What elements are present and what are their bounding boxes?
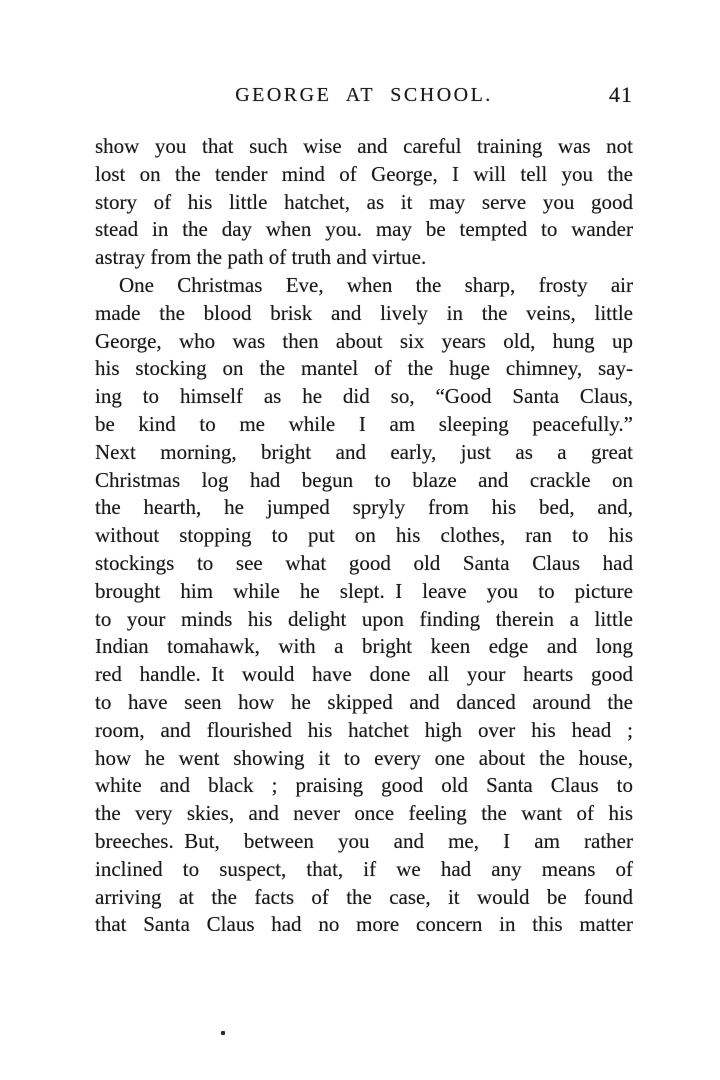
text-line: white and black ; praising good old Santa Claus to xyxy=(95,773,633,798)
text-line: Christmas log had begun to blaze and crackle on xyxy=(95,467,633,492)
text-line: that Santa Claus had no more concern in this matter xyxy=(95,912,633,937)
page-number: 41 xyxy=(609,82,633,107)
text-line: how he went showing it to every one about the house, xyxy=(95,745,633,770)
scan-speck xyxy=(221,1031,225,1035)
text-line: inclined to suspect, that, if we had any means of xyxy=(95,856,633,881)
text-line: made the blood brisk and lively in the veins, little xyxy=(95,300,633,325)
text-line: One Christmas Eve, when the sharp, frosty air xyxy=(119,272,633,297)
text-line: breeches. But, between you and me, I am rather xyxy=(95,828,633,853)
text-line: brought him while he slept. I leave you to picture xyxy=(95,578,633,603)
paragraph xyxy=(95,133,633,272)
text-line: room, and flourished his hatchet high over his head ; xyxy=(95,717,633,742)
text-line: be kind to me while I am sleeping peacefully.” xyxy=(95,411,633,436)
text-line: stead in the day when you. may be tempted to wander xyxy=(95,217,633,242)
text-line: red handle. It would have done all your hearts good xyxy=(95,662,633,687)
text-line: his stocking on the mantel of the huge chimney, say- xyxy=(95,356,633,381)
running-header xyxy=(95,84,633,110)
text-body xyxy=(95,133,633,939)
text-line: show you that such wise and careful training was not xyxy=(95,134,633,158)
text-line: arriving at the facts of the case, it would be found xyxy=(95,884,633,909)
text-line: astray from the path of truth and virtue. xyxy=(95,245,427,270)
text-line: Next morning, bright and early, just as a great xyxy=(95,439,633,464)
text-line: the hearth, he jumped spryly from his bed, and, xyxy=(95,495,633,520)
page-title: GEORGE AT SCHOOL. xyxy=(235,84,493,106)
text-line: to your minds his delight upon finding therein a little xyxy=(95,606,633,631)
text-line: stockings to see what good old Santa Claus had xyxy=(95,550,633,575)
text-line: ing to himself as he did so, “Good Santa Claus, xyxy=(95,384,633,409)
paragraph xyxy=(95,272,633,939)
text-line: story of his little hatchet, as it may serve you good xyxy=(95,189,633,214)
text-line: George, who was then about six years old, hung up xyxy=(95,328,633,353)
text-line: without stopping to put on his clothes, ran to his xyxy=(95,523,633,548)
text-line: lost on the tender mind of George, I will tell you the xyxy=(95,161,633,186)
text-line: to have seen how he skipped and danced around the xyxy=(95,689,633,714)
text-line: the very skies, and never once feeling the want of his xyxy=(95,801,633,826)
text-line: Indian tomahawk, with a bright keen edge and long xyxy=(95,634,633,659)
